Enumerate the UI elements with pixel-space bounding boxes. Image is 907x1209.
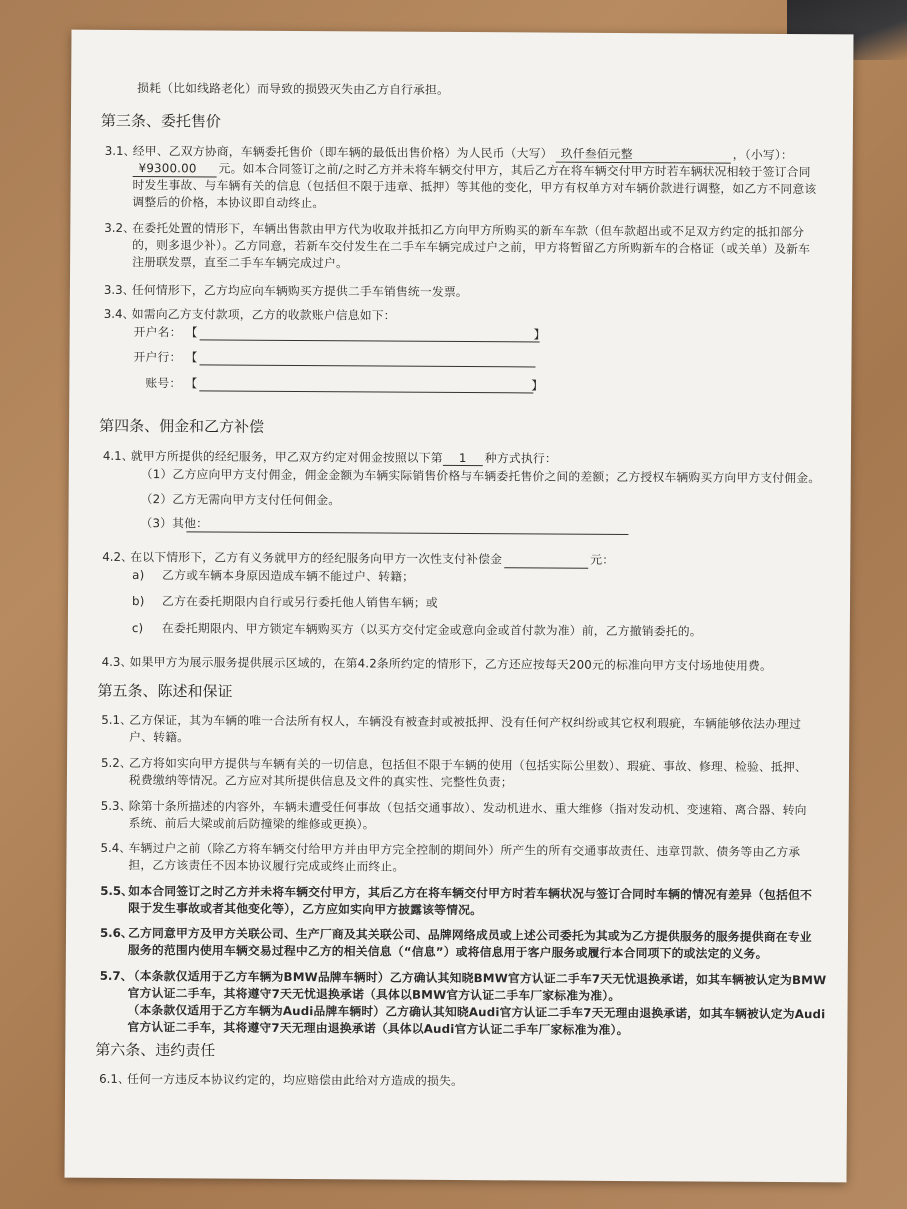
clause-3-1-line-2: 元。如本合同签订之前/之时乙方并未将车辆交付甲方，其后乙方在将车辆交付甲方时若车辆状况相较于签订合同 xyxy=(218,161,811,180)
item-b-label: b) xyxy=(131,594,145,609)
commission-choice-underline xyxy=(443,465,483,466)
clause-3-1-lower-label: ，（小写）： xyxy=(732,147,793,163)
clause-5-6-line-2: 服务的范围内使用车辆交易过程中乙方的相关信息（“信息”）或将信息用于客户服务或履行本合同项下的或法定的义务。 xyxy=(127,942,768,961)
section-6-title: 第六条、违约责任 xyxy=(95,1040,216,1060)
amount-upper-value: 玖仟叁佰元整 xyxy=(560,146,633,162)
commission-option-3: （3）其他： xyxy=(140,516,209,531)
contract-page xyxy=(65,30,854,1183)
clause-3-1-line-1: 经甲、乙双方协商，车辆委托售价（即车辆的最低出售价格）为人民币（大写） xyxy=(132,143,553,161)
clause-number: 3.3、 xyxy=(103,282,135,298)
clause-number: 3.4、 xyxy=(103,306,135,322)
clause-5-3-line-1: 除第十条所描述的内容外，车辆未遭受任何事故（包括交通事故）、发动机进水、重大维修（指对发动机、变速箱、离合器、转向 xyxy=(128,798,807,818)
clause-3-2-line-3: 注册联发票，直至二手车车辆完成过户。 xyxy=(132,254,349,271)
clause-number: 3.1、 xyxy=(104,143,136,159)
clause-number: 5.5、 xyxy=(100,883,133,899)
commission-option-1: （1）乙方应向甲方支付佣金，佣金金额为车辆实际销售价格与车辆委托售价之间的差额；乙方授权车辆购买方向甲方支付佣金。 xyxy=(140,467,821,486)
clause-number: 5.1、 xyxy=(101,712,132,728)
intro-line: 损耗（比如线路老化）而导致的损毁灭失由乙方自行承担。 xyxy=(137,81,450,97)
clause-number: 5.3、 xyxy=(100,798,132,814)
clause-3-1-line-3: 时发生事故、与车辆有关的信息（包括但不限于违章、抵押）等其他的变化，甲方有权单方对车辆价款进行调整，如乙方不同意该 xyxy=(132,177,817,197)
account-holder-close-bracket: 】 xyxy=(533,327,546,342)
clause-3-2-line-1: 在委托处置的情形下，车辆出售款由甲方代为收取并抵扣乙方向甲方所购买的新车车款（但车款超出或不足双方约定的抵扣部分 xyxy=(132,220,805,240)
clause-3-1-line-4: 调整后的价格，本协议即自动终止。 xyxy=(132,194,325,211)
clause-5-1-line-1: 乙方保证，其为车辆的唯一合法所有权人，车辆没有被查封或被抵押、没有任何产权纠纷或其它权利瑕疵，车辆能够依法办理过 xyxy=(129,712,802,732)
compensation-amount-field[interactable] xyxy=(504,567,588,569)
clause-number: 5.2、 xyxy=(100,755,132,771)
item-c-text: 在委托期限内、甲方锁定车辆购买方（以买方交付定金或意向金或首付款为准）前，乙方撤销委托的。 xyxy=(161,621,702,639)
clause-number: 3.2、 xyxy=(104,220,135,236)
account-number-close-bracket: 】 xyxy=(531,378,544,393)
commission-option-choice: 1 xyxy=(458,450,467,466)
clause-6-1-line-1: 任何一方违反本协议约定的，均应赔偿由此给对方造成的损失。 xyxy=(127,1071,464,1089)
clause-5-5-line-1: 如本合同签订之时乙方并未将车辆交付甲方，其后乙方在将车辆交付甲方时若车辆状况与签订合同时车辆的情况有差异（包括但不 xyxy=(128,883,813,903)
bank-label: 开户行： xyxy=(133,350,182,365)
clause-5-5-line-2: 限于发生事故或者其他变化等），乙方应如实向甲方披露该等情况。 xyxy=(128,900,483,918)
account-number-open-bracket: 【 xyxy=(185,376,198,391)
clause-number: 5.7、 xyxy=(99,968,133,984)
section-4-title: 第四条、佣金和乙方补偿 xyxy=(99,416,265,436)
account-holder-open-bracket: 【 xyxy=(185,325,198,340)
clause-5-4-line-2: 担，乙方该责任不因本协议履行完成或终止而终止。 xyxy=(128,857,405,874)
clause-5-3-line-2: 系统、前后大梁或前后防撞梁的维修或更换）。 xyxy=(128,815,375,832)
clause-4-3-line-1: 如果甲方为展示服务提供展示区域的，在第4.2条所约定的情形下，乙方还应按每天200元的标准向甲方支付场地使用费。 xyxy=(129,654,773,673)
section-3-title: 第三条、委托售价 xyxy=(100,111,222,131)
clause-5-4-line-1: 车辆过户之前（除乙方将车辆交付给甲方并由甲方完全控制的期间外）所产生的所有交通事故责任、违章罚款、债务等由乙方承 xyxy=(128,840,801,860)
item-a-text: 乙方或车辆本身原因造成车辆不能过户、转籍； xyxy=(162,568,415,584)
commission-other-field[interactable] xyxy=(186,531,628,535)
clause-4-1-line-1-end: 种方式执行： xyxy=(484,451,557,466)
clause-5-2-line-1: 乙方将如实向甲方提供与车辆有关的一切信息，包括但不限于车辆的使用（包括实际公里数）、瑕疵、事故、修理、检验、抵押、 xyxy=(128,755,808,775)
clause-3-4-line-1: 如需向乙方支付款项，乙方的收款账户信息如下： xyxy=(131,306,396,323)
amount-lower-value: ¥9300.00 xyxy=(138,161,197,176)
clause-number: 6.1、 xyxy=(99,1071,130,1086)
clause-4-2-line-1: 在以下情形下，乙方有义务就甲方的经纪服务向甲方一次性支付补偿金 xyxy=(130,549,503,567)
clause-3-3-line-1: 任何情形下，乙方均应向车辆购买方提供二手车销售统一发票。 xyxy=(131,282,468,300)
clause-3-2-line-2: 的，则多退少补）。乙方同意，若新车交付发生在二手车车辆完成过户之前，甲方将暂留乙方所购新车的合格证（或关单）及新车 xyxy=(132,237,811,257)
clause-5-7-line-4: 官方认证二手车，其将遵守7天无理由退换承诺（具体以Audi官方认证二手车厂家标准为准）。 xyxy=(127,1019,629,1038)
clause-5-7-line-3: （本条款仅适用于乙方车辆为Audi品牌车辆时）乙方确认其知晓Audi官方认证二手车7天无理由退换承诺，如其车辆被认定为Audi xyxy=(127,1002,826,1022)
clause-5-1-line-2: 户、转籍。 xyxy=(129,729,190,745)
clause-number: 4.2、 xyxy=(102,549,133,565)
clause-number: 5.6、 xyxy=(99,925,133,941)
item-a-label: a) xyxy=(132,568,145,583)
commission-option-2: （2）乙方无需向甲方支付任何佣金。 xyxy=(140,492,341,508)
clause-5-7-line-1: （本条款仅适用于乙方车辆为BMW品牌车辆时）乙方确认其知晓BMW官方认证二手车7天无忧退换承诺，如其车辆被认定为BMW xyxy=(127,968,827,988)
section-5-title: 第五条、陈述和保证 xyxy=(97,681,233,701)
clause-5-7-line-2: 官方认证二手车，其将遵守7天无忧退换承诺（具体以BMW官方认证二手车厂家标准为准）。 xyxy=(127,985,621,1003)
clause-number: 5.4、 xyxy=(100,840,132,856)
item-c-label: c) xyxy=(131,621,144,636)
bank-open-bracket: 【 xyxy=(185,350,198,365)
clause-4-2-yuan: 元： xyxy=(590,552,615,567)
clause-5-6-line-1: 乙方同意甲方及甲方关联公司、生产厂商及其关联公司、品牌网络成员或上述公司委托为其或为乙方提供服务的服务提供商在专业 xyxy=(127,925,812,945)
bank-field[interactable] xyxy=(199,364,535,367)
clause-number: 4.3、 xyxy=(101,654,133,670)
account-holder-field[interactable] xyxy=(200,339,540,342)
account-number-field[interactable] xyxy=(199,390,533,393)
account-holder-label: 开户名： xyxy=(133,325,182,340)
clause-4-1-line-1: 就甲方所提供的经纪服务，甲乙双方约定对佣金按照以下第 xyxy=(130,448,443,465)
account-number-label: 账号： xyxy=(145,376,182,391)
item-b-text: 乙方在委托期限内自行或另行委托他人销售车辆；或 xyxy=(161,594,438,610)
clause-number: 4.1、 xyxy=(102,448,134,464)
clause-5-2-line-2: 税费缴纳等情况。乙方应对其所提供信息及文件的真实性、完整性负责； xyxy=(128,772,513,790)
